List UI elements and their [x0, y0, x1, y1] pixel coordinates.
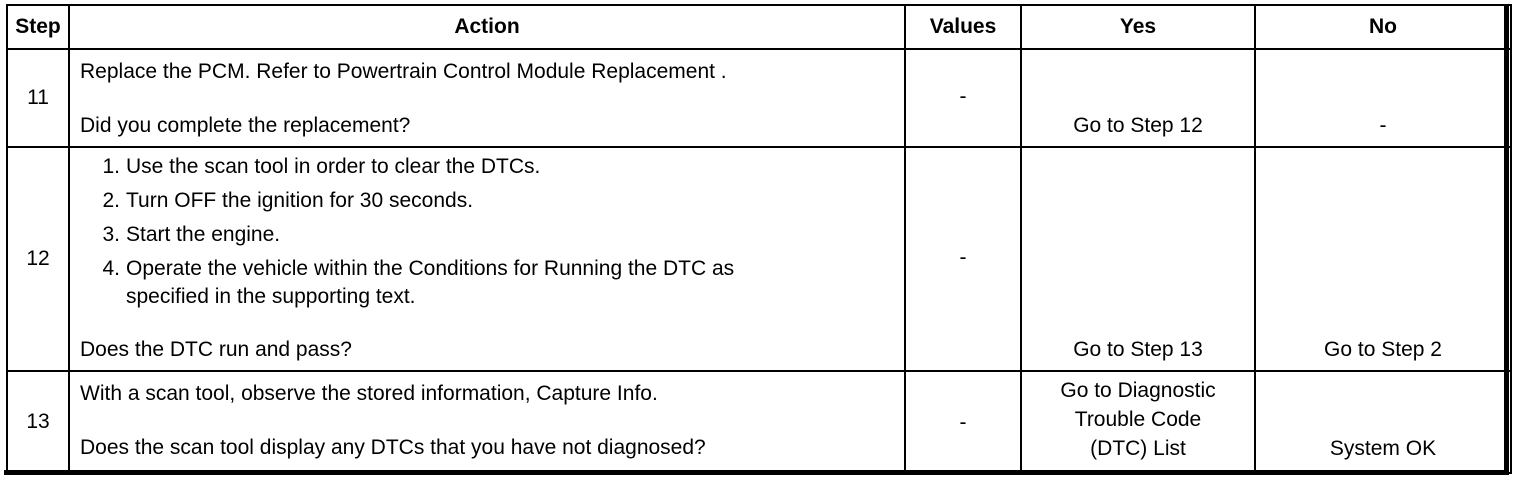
no-cell — [1255, 49, 1511, 147]
values-text: - — [959, 411, 967, 434]
yes-cell — [1021, 49, 1255, 147]
list-item-text: Turn OFF the ignition for 30 seconds. — [126, 189, 474, 212]
list-item — [80, 188, 473, 214]
yes-text: Go to Step 12 — [1073, 114, 1203, 137]
list-item-continuation — [80, 284, 416, 310]
table-row — [7, 371, 1511, 473]
no-cell — [1255, 371, 1511, 473]
diagnostic-table-container — [6, 4, 1510, 474]
values-cell — [905, 371, 1021, 473]
no-cell — [1255, 147, 1511, 371]
header-action: Action — [69, 5, 905, 49]
values-text: - — [959, 246, 967, 269]
table-row — [7, 49, 1511, 147]
list-item — [80, 256, 734, 282]
header-row — [7, 5, 1511, 49]
action-cell — [69, 371, 905, 473]
yes-text-line: (DTC) List — [1090, 437, 1186, 460]
header-values: Values — [905, 5, 1021, 49]
list-item-number: 2. — [102, 189, 120, 212]
list-item-text: Start the engine. — [126, 223, 281, 246]
action-question: Did you complete the replacement? — [80, 114, 411, 137]
yes-text: Go to Step 13 — [1073, 338, 1203, 361]
action-question: Does the DTC run and pass? — [80, 338, 352, 361]
values-cell — [905, 147, 1021, 371]
list-item-text: Operate the vehicle within the Conditions for Running the DTC as — [126, 257, 735, 280]
no-text: Go to Step 2 — [1324, 338, 1442, 361]
diagnostic-table — [6, 4, 1512, 474]
list-item-text: Use the scan tool in order to clear the DTCs. — [126, 155, 541, 178]
action-instruction: Replace the PCM. Refer to Powertrain Control Module Replacement . — [80, 60, 727, 83]
values-text: - — [959, 85, 967, 108]
no-text: System OK — [1329, 437, 1437, 460]
action-cell — [69, 49, 905, 147]
table-row — [7, 147, 1511, 371]
header-step: Step — [7, 5, 69, 49]
action-instruction: With a scan tool, observe the stored information, Capture Info. — [80, 382, 658, 405]
values-cell — [905, 49, 1021, 147]
header-no: No — [1255, 5, 1511, 49]
list-item — [80, 222, 280, 248]
list-item — [80, 154, 540, 180]
no-text: - — [1379, 114, 1387, 137]
list-item-number: 3. — [102, 223, 120, 246]
step-number: 11 — [7, 49, 69, 147]
yes-cell — [1021, 371, 1255, 473]
yes-text-line: Go to Diagnostic — [1060, 379, 1216, 402]
header-yes: Yes — [1021, 5, 1255, 49]
list-item-text: specified in the supporting text. — [126, 285, 416, 308]
list-item-number: 4. — [102, 257, 120, 280]
action-question: Does the scan tool display any DTCs that you have not diagnosed? — [80, 436, 706, 459]
action-cell — [69, 147, 905, 371]
step-number: 13 — [7, 371, 69, 473]
step-number: 12 — [7, 147, 69, 371]
list-item-number: 1. — [102, 155, 120, 178]
yes-text-line: Trouble Code — [1074, 408, 1202, 431]
yes-cell — [1021, 147, 1255, 371]
